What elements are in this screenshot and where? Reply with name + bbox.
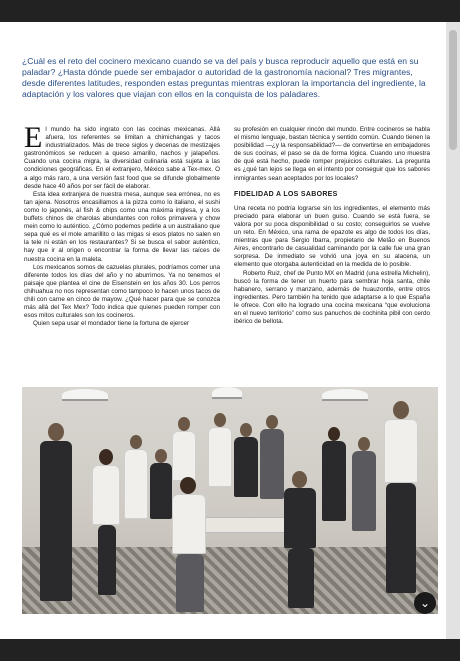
left-paragraph-2: Esta idea extranjera de nuestra mesa, aunque sea errónea, no es tan ajena. Nosotros encasillamos a la pizza como lo italiano, el sushi como lo japonés, al fish & chips como una máxima inglesa, y a los buffets chinos de charolas abundantes con rollos primavera y chow mein como lo auténtico. ¿Cómo podemos pedirle a un australiano que sepa qué es el mole amarillito o las migas si esos platos no salen en la tele ni están en los restaurantes? Si se busca el sabor auténtico, hay que ir al origen o encontrar la forma de llevar las raíces de nuestra cocina en la maleta. bbox=[24, 190, 221, 263]
chefs-group-photo bbox=[22, 387, 438, 614]
top-bar bbox=[0, 0, 460, 22]
dropcap: E bbox=[24, 121, 43, 154]
intro-paragraph: ¿Cuál es el reto del cocinero mexicano cuando se va del país y busca reproducir aquello que está en su paladar? ¿Hasta dónde puede ser embajador o autoridad de la gastronomía nacional? Tres migrantes, desde diferentes latitudes, responden estas preguntas mientras exploran la importancia del ingrediente, la adaptación y los valores que viajan con ellos en la conquista de los paladares. bbox=[22, 56, 426, 99]
left-paragraph-4: Quien sepa usar el mondador tiene la fortuna de ejercer bbox=[33, 320, 190, 328]
right-paragraph-3: Roberto Ruiz, chef de Punto MX en Madrid (una estrella Michelin), buscó la forma de tener un huerto para sembrar hoja santa, chile habanero, serrano y manzano, además de huauzontle, entre otros ingredientes. Pero también ha tenido que adaptarse a lo que España le ofrece. Con ello ha logrado una cocina mexicana “que evoluciona en el nuevo territorio” como sus panuchos de cochinita pibil con cerdo ibérico de bellota. bbox=[234, 269, 430, 326]
left-column bbox=[24, 121, 221, 328]
right-column bbox=[234, 126, 430, 326]
section-heading: FIDELIDAD A LOS SABORES bbox=[234, 190, 338, 198]
chevron-down-icon: ⌄ bbox=[419, 596, 431, 610]
ceiling-lamp bbox=[212, 387, 242, 399]
right-paragraph-2: Una receta no podría lograrse sin los ingredientes, el elemento más preciado para elaborar un buen guiso. Cuando se está fuera, se valora por su poca disponibilidad o su costo; conseguirlos se vuelve un reto. En México, una rama de epazote es algo de todos los días, mientras que para Sergio Ibarra, propietario de Melão en Buenos Aires, encontrarlo de casualidad caminando por la calle fue una gran sorpresa. De inmediato se volvió una joya en su alacena, un elemento que otorgaba autenticidad en la medida de lo posible. bbox=[234, 204, 430, 269]
ceiling-lamp bbox=[322, 389, 368, 401]
scrollbar-thumb[interactable] bbox=[449, 30, 457, 150]
right-paragraph-1: su profesión en cualquier rincón del mundo. Entre cocineros se habla el mismo lenguaje, bastan técnica y sentido común. Cuando tienen la posibilidad —¿y la responsabilidad?— de convertirse en embajadores de sus cocinas, el paso se da de forma lógica. Cuando uno muestra de qué está hecho, puede romper prejuicios culturales. La pregunta es ¿qué tan lejos se llega en el intento por conseguir que los sabores inmigrantes sean aceptados por los locales? bbox=[234, 126, 430, 182]
ceiling-lamp bbox=[62, 389, 108, 401]
left-paragraph-3: Los mexicanos somos de cazuelas plurales, podríamos comer una diferente todos los días del año y no aburrirnos. Ya no tenemos el paisaje que plantea el cine de Eisenstein en los años 30. Los perros chihuahua no nos representan como tampoco lo hacen unos tacos de chili con carne en cinco de mayow. ¿Qué hacer para que se conozca más allá del Tex Mex? Todo indica que quienes pueden romper con esos mitos culturales son los cocineros. bbox=[24, 263, 220, 320]
scrollbar[interactable] bbox=[446, 22, 460, 639]
left-paragraph-1: El mundo ha sido ingrato con las cocinas mexicanas. Allá afuera, los referentes se limitan a chimichangas y tacos industrializados. Más de trece siglos y decenas de mestizajes gastronómicos se reducen a queso amarillo, nachos y jalapeños. Cuando una cocina migra, la diversidad culinaria está sujeta a las condiciones geográficas. En el extranjero, México sabe a Tex-mex. O a algo más raro, a una versión fast food que se difunde globalmente desde hace 40 años por ser fácil de elaborar. bbox=[24, 121, 220, 190]
tiled-floor bbox=[22, 547, 438, 614]
scroll-down-button[interactable] bbox=[414, 592, 436, 614]
bottom-bar bbox=[0, 639, 460, 661]
